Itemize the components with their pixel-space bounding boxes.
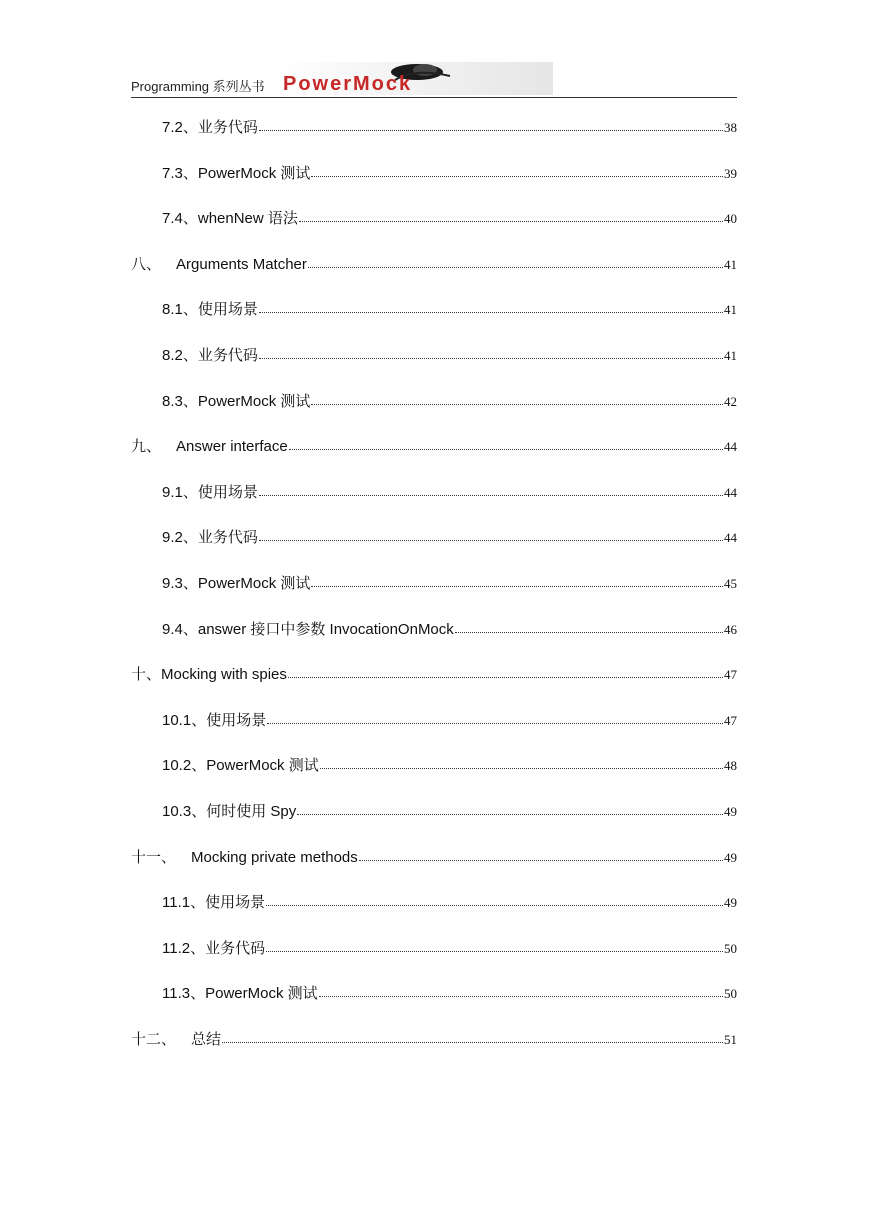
toc-entry[interactable]: [131, 937, 737, 961]
toc-leader-dots: [297, 813, 723, 815]
toc-entry-title: Mocking private methods: [191, 848, 358, 866]
toc-entry-title: answer 接口中参数 InvocationOnMock: [197, 620, 454, 638]
toc-entry-number: 10.1、: [162, 711, 207, 729]
toc-entry-page: 44: [724, 439, 737, 455]
toc-entry[interactable]: [131, 253, 737, 277]
toc-entry-number: 8.3、: [162, 392, 198, 410]
toc-entry-number: 7.2、: [162, 119, 198, 136]
toc-leader-dots: [259, 357, 723, 359]
toc-entry-page: 47: [724, 667, 737, 683]
toc-entry-page: 46: [724, 621, 737, 637]
toc-entry-number: 8.1、: [162, 301, 198, 319]
toc-entry[interactable]: [131, 1028, 737, 1052]
page-header: [131, 62, 737, 98]
toc-entry-page: 42: [724, 393, 737, 409]
toc-entry-title: PowerMock 测试: [197, 164, 311, 182]
toc-entry-page: 45: [724, 576, 737, 591]
toc-entry[interactable]: [131, 618, 737, 642]
toc-entry[interactable]: [131, 435, 737, 459]
toc-entry-page: 44: [724, 484, 737, 500]
toc-leader-dots: [320, 767, 723, 769]
toc-entry-number: 9.2、: [162, 529, 198, 547]
powermock-logo: [275, 62, 553, 95]
toc-leader-dots: [288, 676, 723, 678]
toc-leader-dots: [267, 722, 723, 724]
toc-entry-page: 48: [724, 758, 737, 774]
toc-entry-title: 使用场景: [197, 483, 258, 501]
toc-entry[interactable]: [131, 116, 737, 140]
toc-entry-page: 38: [724, 120, 737, 135]
toc-entry-page: 40: [724, 211, 737, 227]
toc-entry-page: 44: [724, 530, 737, 546]
toc-entry[interactable]: [131, 162, 737, 186]
toc-entry[interactable]: [131, 982, 737, 1006]
toc-entry-title: 业务代码: [197, 119, 258, 136]
toc-entry[interactable]: [131, 298, 737, 322]
logo-wordmark: PowerMock: [283, 73, 413, 95]
toc-entry-number: 7.3、: [162, 164, 198, 182]
toc-entry-title: 使用场景: [206, 711, 267, 729]
toc-entry-title: 总结: [191, 1031, 222, 1048]
toc-entry-title: PowerMock 测试: [205, 985, 318, 1003]
toc-leader-dots: [259, 539, 723, 541]
toc-entry-number: 10.2、: [162, 757, 207, 775]
toc-entry-page: 49: [724, 895, 737, 911]
toc-leader-dots: [266, 904, 723, 906]
toc-entry-page: 41: [724, 302, 737, 318]
toc-entry-page: 49: [724, 849, 737, 865]
toc-entry-number: 九、: [131, 438, 162, 456]
toc-entry-title: whenNew 语法: [197, 210, 298, 228]
toc-leader-dots: [266, 950, 723, 952]
series-title: Programming 系列丛书: [131, 79, 265, 94]
toc-entry[interactable]: [131, 800, 737, 824]
toc-entry-page: 47: [724, 712, 737, 728]
toc-leader-dots: [259, 494, 723, 496]
toc-entry-number: 7.4、: [162, 210, 198, 228]
toc-entry-title: PowerMock 测试: [197, 575, 311, 592]
toc-entry-number: 十一、: [131, 848, 177, 866]
logo-graphic: [275, 62, 553, 95]
toc-entry[interactable]: [131, 390, 737, 414]
toc-entry-page: 51: [724, 1032, 737, 1047]
toc-entry-title: PowerMock 测试: [197, 392, 311, 410]
toc-leader-dots: [222, 1041, 723, 1043]
toc-leader-dots: [311, 175, 723, 177]
toc-entry-title: 使用场景: [205, 894, 266, 912]
toc-leader-dots: [311, 585, 723, 587]
toc-entry-title: Arguments Matcher: [176, 255, 307, 273]
toc-entry[interactable]: [131, 207, 737, 231]
toc-entry[interactable]: [131, 891, 737, 915]
toc-entry-page: 39: [724, 165, 737, 181]
toc-entry-number: 十、: [131, 666, 162, 684]
toc-entry-page: 50: [724, 940, 737, 956]
toc-leader-dots: [455, 631, 723, 633]
toc-entry-page: 41: [724, 348, 737, 363]
toc-entry-page: 49: [724, 804, 737, 819]
toc-leader-dots: [319, 995, 723, 997]
toc-entry-number: 10.3、: [162, 803, 207, 820]
toc-entry-number: 9.1、: [162, 483, 198, 501]
toc-entry-number: 8.2、: [162, 347, 198, 364]
toc-entry-number: 11.3、: [162, 985, 206, 1003]
toc-entry[interactable]: [131, 572, 737, 596]
toc-entry-title: 何时使用 Spy: [206, 803, 297, 820]
toc-leader-dots: [359, 859, 723, 861]
toc-entry-page: 50: [724, 986, 737, 1002]
toc-entry-title: 使用场景: [197, 301, 258, 319]
toc-entry-number: 十二、: [131, 1031, 177, 1048]
toc-entry[interactable]: [131, 754, 737, 778]
toc-entry[interactable]: [131, 709, 737, 733]
toc-leader-dots: [289, 448, 723, 450]
toc-entry-number: 11.1、: [162, 894, 206, 912]
toc-entry-number: 9.3、: [162, 575, 198, 592]
toc-entry[interactable]: [131, 526, 737, 550]
toc-entry-title: 业务代码: [197, 529, 258, 547]
toc-entry-number: 11.2、: [162, 939, 206, 957]
toc-entry-number: 9.4、: [162, 620, 198, 638]
toc-entry[interactable]: [131, 663, 737, 687]
toc-entry-number: 八、: [131, 255, 162, 273]
toc-entry[interactable]: [131, 846, 737, 870]
toc-entry-title: Answer interface: [176, 438, 288, 456]
toc-leader-dots: [259, 129, 723, 131]
toc-entry[interactable]: [131, 344, 737, 368]
toc-leader-dots: [311, 403, 723, 405]
toc-leader-dots: [259, 311, 723, 313]
toc-entry-title: Mocking with spies: [161, 666, 287, 684]
toc-entry-title: 业务代码: [197, 347, 258, 364]
toc-entry-page: 41: [724, 256, 737, 272]
toc-entry-title: PowerMock 测试: [206, 757, 319, 775]
toc-leader-dots: [299, 220, 723, 222]
toc-leader-dots: [308, 266, 723, 268]
toc-entry[interactable]: [131, 481, 737, 505]
toc-entry-title: 业务代码: [205, 939, 266, 957]
